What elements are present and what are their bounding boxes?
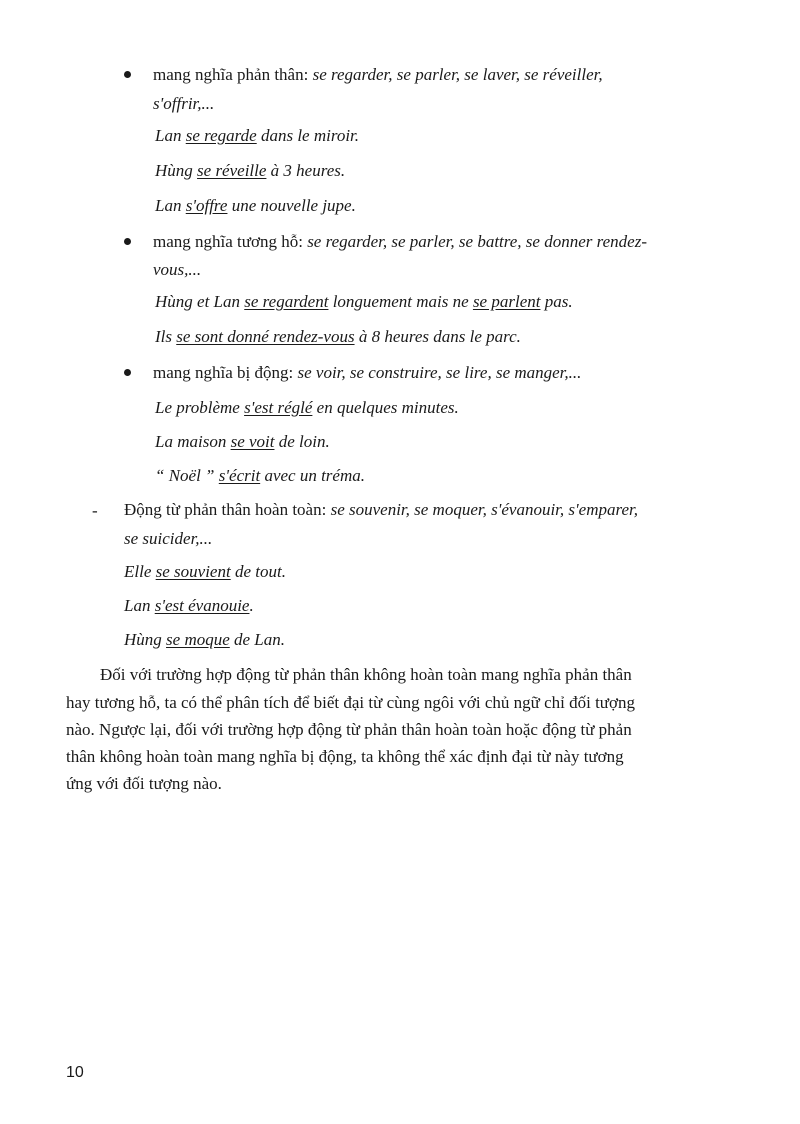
page-number: 10 [66, 1064, 84, 1081]
dash-label: Động từ phản thân hoàn toàn: [124, 500, 331, 519]
paragraph-line: ứng với đối tượng nào. [66, 774, 222, 793]
underlined-verb: se regarde [185, 126, 257, 145]
example-sentence: Ils se sont donné rendez-vous à 8 heures dans le parc. [155, 327, 521, 346]
underlined-verb: se réveille [197, 161, 267, 180]
dash-marker: - [92, 501, 98, 520]
verb-list: se regarder, se parler, se laver, se réveiller, [312, 65, 603, 84]
underlined-verb: se regardent [244, 292, 329, 311]
paragraph-line: thân không hoàn toàn mang nghĩa bị động, ta không thể xác định đại từ này tương [66, 747, 624, 766]
paragraph-line: Đối với trường hợp động từ phản thân không hoàn toàn mang nghĩa phản thân [100, 665, 632, 684]
example-sentence: La maison se voit de loin. [155, 432, 330, 451]
underlined-verb: se voit [230, 432, 275, 451]
example-sentence: “ Noël ” s'écrit avec un tréma. [155, 466, 365, 485]
example-sentence: Lan s'offre une nouvelle jupe. [155, 196, 356, 215]
verb-list-continued: se suicider,... [124, 529, 213, 548]
example-sentence: Lan s'est évanouie. [124, 596, 254, 615]
paragraph-line: nào. Ngược lại, đối với trường hợp động từ phản thân hoàn toàn hoặc động từ phản [66, 720, 632, 739]
underlined-verb: se souvient [155, 562, 231, 581]
verb-list: se souvenir, se moquer, s'évanouir, s'emparer, [330, 500, 638, 519]
underlined-verb: s'écrit [218, 466, 261, 485]
verb-list: se voir, se construire, se lire, se manger,... [297, 363, 582, 382]
verb-list-continued: vous,... [153, 260, 202, 279]
example-sentence: Le problème s'est réglé en quelques minutes. [155, 398, 459, 417]
bullet-heading [153, 64, 603, 86]
example-sentence: Hùng et Lan se regardent longuement mais ne se parlent pas. [155, 292, 573, 311]
bullet-heading [153, 362, 581, 384]
underlined-verb: s'est réglé [244, 398, 313, 417]
underlined-verb: se moque [166, 630, 230, 649]
verb-list: se regarder, se parler, se battre, se donner rendez- [307, 232, 647, 251]
example-sentence: Hùng se moque de Lan. [124, 630, 286, 649]
underlined-verb: se sont donné rendez-vous [176, 327, 355, 346]
bullet-marker [124, 238, 131, 245]
example-sentence: Lan se regarde dans le miroir. [155, 126, 360, 145]
example-sentence: Hùng se réveille à 3 heures. [155, 161, 346, 180]
example-sentence: Elle se souvient de tout. [124, 562, 286, 581]
bullet-label: mang nghĩa bị động: [153, 363, 298, 382]
paragraph-line: hay tương hỗ, ta có thể phân tích để biết đại từ cùng ngôi với chủ ngữ chỉ đối tượng [66, 693, 635, 712]
bullet-marker [124, 369, 131, 376]
dash-heading [124, 499, 638, 521]
bullet-marker [124, 71, 131, 78]
verb-list-continued: s'offrir,... [153, 94, 215, 113]
bullet-label: mang nghĩa tương hỗ: [153, 232, 308, 251]
underlined-verb: s'offre [185, 196, 228, 215]
bullet-heading [153, 231, 647, 253]
underlined-verb: s'est évanouie [154, 596, 250, 615]
underlined-verb: se parlent [472, 292, 541, 311]
bullet-label: mang nghĩa phản thân: [153, 65, 313, 84]
